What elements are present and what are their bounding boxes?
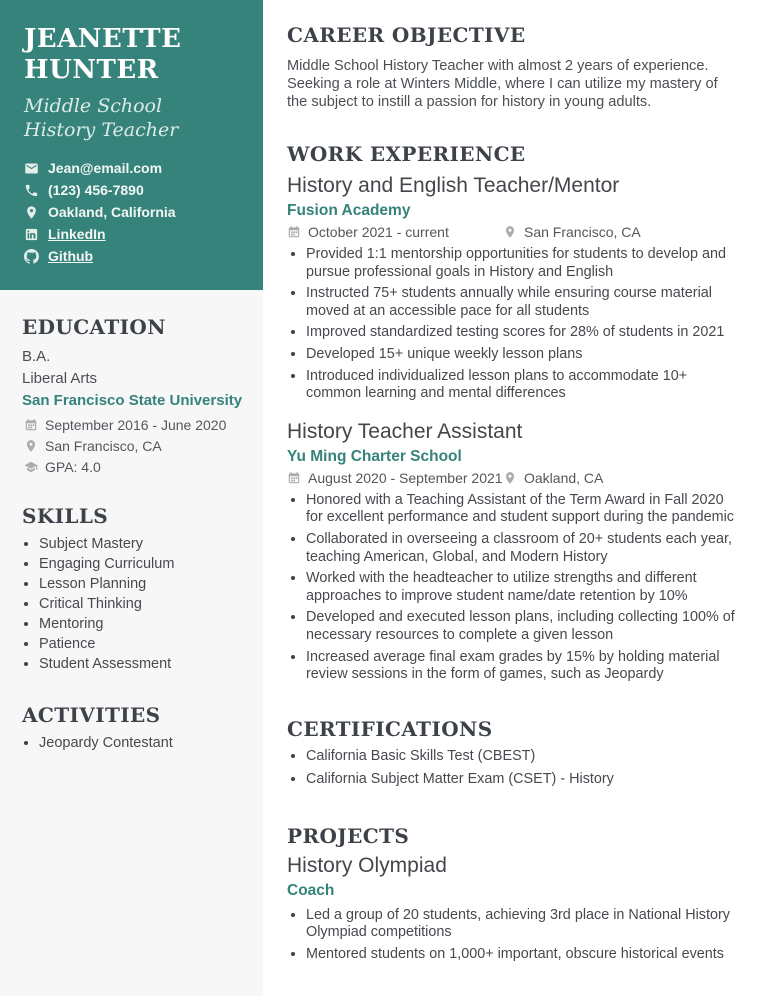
- candidate-name: JEANETTE HUNTER: [24, 24, 182, 85]
- contact-phone: [24, 182, 239, 198]
- education-location: [22, 438, 245, 454]
- contact-location: [24, 204, 239, 220]
- job-title: History and English Teacher/Mentor: [287, 174, 620, 197]
- job-date: [287, 470, 503, 486]
- skill-item: • Student Assessment: [39, 657, 245, 672]
- skills-heading: SKILLS: [22, 504, 109, 528]
- job-bullet: • Developed 15+ unique weekly lesson plans: [306, 346, 739, 364]
- job-entry: [287, 173, 739, 403]
- career-objective-heading: CAREER OBJECTIVE: [287, 23, 526, 47]
- contact-linkedin[interactable]: [24, 226, 239, 242]
- main-column: [263, 0, 768, 996]
- skill-item: • Mentoring: [39, 617, 245, 632]
- job-meta-row: [287, 224, 739, 240]
- calendar-icon: [24, 418, 38, 432]
- project-role: Coach: [287, 881, 335, 899]
- job-company: Yu Ming Charter School: [287, 447, 462, 465]
- github-link[interactable]: Github: [48, 248, 94, 264]
- activity-item: • Jeopardy Contestant: [39, 736, 245, 751]
- contact-list: [24, 160, 239, 264]
- project-bullet-list: [287, 907, 739, 964]
- header-banner: [0, 0, 263, 290]
- contact-phone-label: (123) 456-7890: [48, 182, 144, 198]
- job-location: [503, 224, 641, 240]
- education-gpa-label: GPA: 4.0: [45, 459, 101, 475]
- job-meta-row: [287, 470, 739, 486]
- location-icon: [24, 439, 38, 453]
- career-objective-section: [287, 22, 739, 111]
- location-icon: [503, 225, 517, 239]
- job-company: Fusion Academy: [287, 202, 411, 219]
- job-title: History Teacher Assistant: [287, 419, 523, 443]
- education-field: Liberal Arts: [22, 370, 98, 387]
- contact-email-label: Jean@email.com: [48, 160, 163, 176]
- phone-icon: [24, 183, 39, 198]
- education-school: San Francisco State University: [22, 392, 243, 409]
- skills-section: [0, 503, 263, 672]
- contact-email: [24, 160, 239, 176]
- job-bullet: • Introduced individualized lesson plans to accommodate 10+ common learning and mental differences: [306, 368, 739, 403]
- job-date-label: August 2020 - September 2021: [308, 469, 503, 486]
- job-location-label: San Francisco, CA: [524, 224, 641, 240]
- job-bullet: • Collaborated in overseeing a classroom of 20+ students each year, teaching American, Global, and Modern History: [306, 531, 739, 566]
- job-date: [287, 224, 503, 240]
- education-degree: B.A.: [22, 348, 51, 365]
- job-date-label: October 2021 - current: [308, 224, 449, 240]
- projects-heading: PROJECTS: [287, 823, 410, 848]
- activities-heading: ACTIVITIES: [22, 703, 161, 727]
- education-heading: EDUCATION: [22, 315, 166, 339]
- project-bullet: • Led a group of 20 students, achieving 3rd place in National History Olympiad competitions: [306, 907, 739, 942]
- job-entry: [287, 419, 739, 684]
- work-experience-heading: WORK EXPERIENCE: [287, 142, 526, 166]
- contact-location-label: Oakland, California: [48, 204, 176, 220]
- sidebar: [0, 0, 263, 996]
- job-bullet: • Developed and executed lesson plans, including collecting 100% of necessary resources to complete a given lesson: [306, 609, 739, 644]
- skill-item: • Engaging Curriculum: [39, 557, 245, 572]
- projects-section: [287, 823, 739, 964]
- location-icon: [24, 205, 39, 220]
- mail-icon: [24, 161, 39, 176]
- skill-item: • Lesson Planning: [39, 577, 245, 592]
- linkedin-link[interactable]: LinkedIn: [48, 226, 106, 242]
- candidate-title: Middle School History Teacher: [24, 95, 179, 141]
- certifications-heading: CERTIFICATIONS: [287, 716, 493, 741]
- job-location-label: Oakland, CA: [524, 469, 604, 486]
- activities-list: [22, 736, 245, 751]
- graduation-cap-icon: [24, 460, 38, 474]
- certification-item: • California Subject Matter Exam (CSET) - History: [306, 771, 739, 787]
- education-gpa: [22, 459, 245, 475]
- skill-item: • Patience: [39, 637, 245, 652]
- job-bullet: • Instructed 75+ students annually while ensuring course material moved at an accessible pace for all students: [306, 285, 739, 320]
- job-location: [503, 470, 603, 486]
- work-experience-section: [287, 141, 739, 684]
- education-date-label: September 2016 - June 2020: [45, 417, 227, 433]
- location-icon: [503, 471, 517, 485]
- education-date: [22, 417, 245, 433]
- certification-item: • California Basic Skills Test (CBEST): [306, 748, 739, 764]
- job-bullet: • Honored with a Teaching Assistant of the Term Award in Fall 2020 for excellent performance and student support during the pandemic: [306, 492, 739, 527]
- project-bullet: • Mentored students on 1,000+ important, obscure historical events: [306, 946, 739, 964]
- education-location-label: San Francisco, CA: [45, 438, 162, 454]
- certifications-list: [287, 748, 739, 787]
- skill-item: • Subject Mastery: [39, 537, 245, 552]
- job-bullet: • Improved standardized testing scores for 28% of students in 2021: [306, 324, 739, 342]
- skill-item: • Critical Thinking: [39, 597, 245, 612]
- job-bullet: • Provided 1:1 mentorship opportunities for students to develop and pursue professional goals in History and English: [306, 246, 739, 281]
- career-objective-text: Middle School History Teacher with almost 2 years of experience. Seeking a role at Winters Middle, where I can utilize my mastery of the subject to instill a passion for history in young adults.: [287, 58, 718, 110]
- project-title: History Olympiad: [287, 853, 447, 877]
- job-bullet: • Increased average final exam grades by 15% by holding material review sessions in the form of games, such as Jeopardy: [306, 649, 739, 684]
- linkedin-icon: [24, 227, 39, 242]
- job-bullet-list: [287, 492, 739, 684]
- certifications-section: [287, 716, 739, 787]
- calendar-icon: [287, 225, 301, 239]
- contact-github[interactable]: [24, 248, 239, 264]
- activities-section: [0, 702, 263, 751]
- calendar-icon: [287, 471, 301, 485]
- education-section: [0, 314, 263, 475]
- job-bullet-list: [287, 246, 739, 403]
- job-bullet: • Worked with the headteacher to utilize strengths and different approaches to improve student name/date retention by 10%: [306, 570, 739, 605]
- skills-list: [22, 537, 245, 672]
- github-icon: [24, 249, 39, 264]
